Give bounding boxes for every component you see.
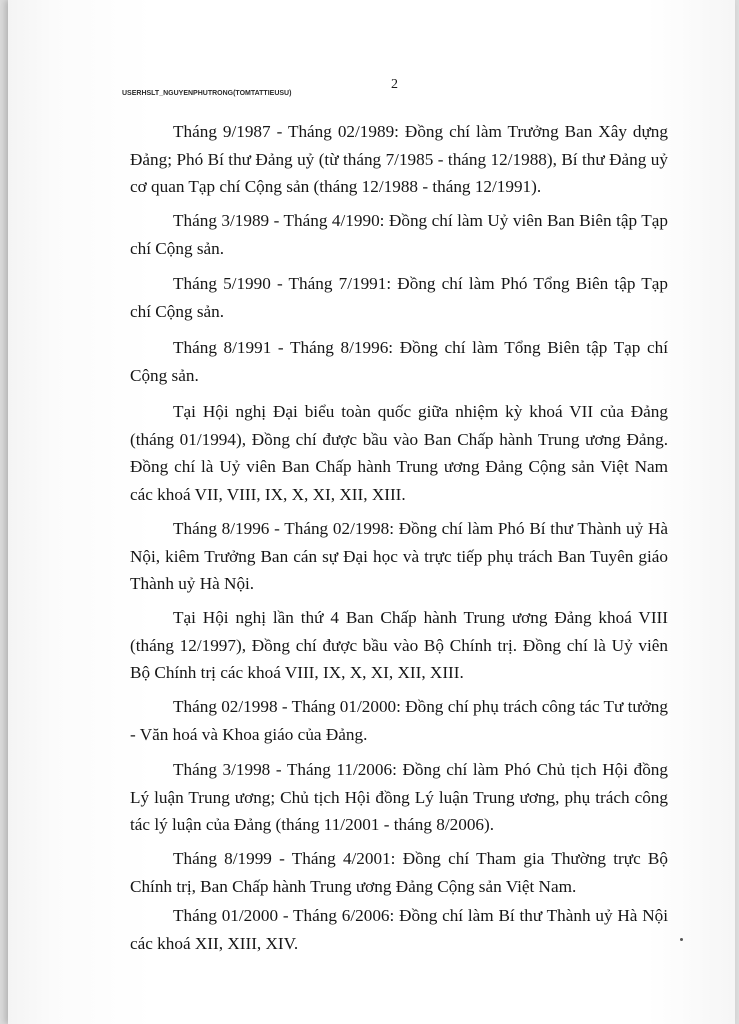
paragraph-9: Tháng 3/1998 - Tháng 11/2006: Đồng chí làm Phó Chủ tịch Hội đồng Lý luận Trung ương; Chủ tịch Hội đồng Lý luận Trung ương, phụ trách công tác lý luận của Đảng (tháng 11/2001 - tháng 8/2006). <box>130 760 668 834</box>
paragraph-11: Tháng 01/2000 - Tháng 6/2006: Đồng chí làm Bí thư Thành uỷ Hà Nội các khoá XII, XIII, XIV. <box>130 906 668 953</box>
paragraph-8: Tháng 02/1998 - Tháng 01/2000: Đồng chí phụ trách công tác Tư tưởng - Văn hoá và Khoa giáo của Đảng. <box>130 697 668 744</box>
paragraph-3: Tháng 5/1990 - Tháng 7/1991: Đồng chí làm Phó Tổng Biên tập Tạp chí Cộng sản. <box>130 274 668 321</box>
paragraph-2: Tháng 3/1989 - Tháng 4/1990: Đồng chí làm Uỷ viên Ban Biên tập Tạp chí Cộng sản. <box>130 211 668 258</box>
page-number: 2 <box>391 77 398 92</box>
document-page <box>8 0 735 1024</box>
paragraph-10: Tháng 8/1999 - Tháng 4/2001: Đồng chí Tham gia Thường trực Bộ Chính trị, Ban Chấp hành Trung ương Đảng Cộng sản Việt Nam. <box>130 849 668 896</box>
paragraph-7: Tại Hội nghị lần thứ 4 Ban Chấp hành Trung ương Đảng khoá VIII (tháng 12/1997), Đồng chí được bầu vào Bộ Chính trị. Đồng chí là Uỷ viên Bộ Chính trị các khoá VIII, IX, X, XI, XII, XIII. <box>130 608 668 682</box>
paragraph-5: Tại Hội nghị Đại biểu toàn quốc giữa nhiệm kỳ khoá VII của Đảng (tháng 01/1994), Đồng chí được bầu vào Ban Chấp hành Trung ương Đảng. Đồng chí là Uỷ viên Ban Chấp hành Trung ương Đảng Cộng sản Việt Nam các khoá VII, VIII, IX, X, XI, XII, XIII. <box>130 402 668 504</box>
paragraph-4: Tháng 8/1991 - Tháng 8/1996: Đồng chí làm Tổng Biên tập Tạp chí Cộng sản. <box>130 338 668 385</box>
document-header-code: USERHSLT_NGUYENPHUTRONG(TOMTATTIEUSU) <box>122 90 292 97</box>
paragraph-1: Tháng 9/1987 - Tháng 02/1989: Đồng chí làm Trưởng Ban Xây dựng Đảng; Phó Bí thư Đảng uỷ (từ tháng 7/1985 - tháng 12/1988), Bí thư Đảng uỷ cơ quan Tạp chí Cộng sản (tháng 12/1988 - tháng 12/1991). <box>130 122 668 196</box>
paragraph-6: Tháng 8/1996 - Tháng 02/1998: Đồng chí làm Phó Bí thư Thành uỷ Hà Nội, kiêm Trưởng Ban cán sự Đại học và trực tiếp phụ trách Ban Tuyên giáo Thành uỷ Hà Nội. <box>130 519 668 593</box>
stray-mark <box>680 938 683 941</box>
